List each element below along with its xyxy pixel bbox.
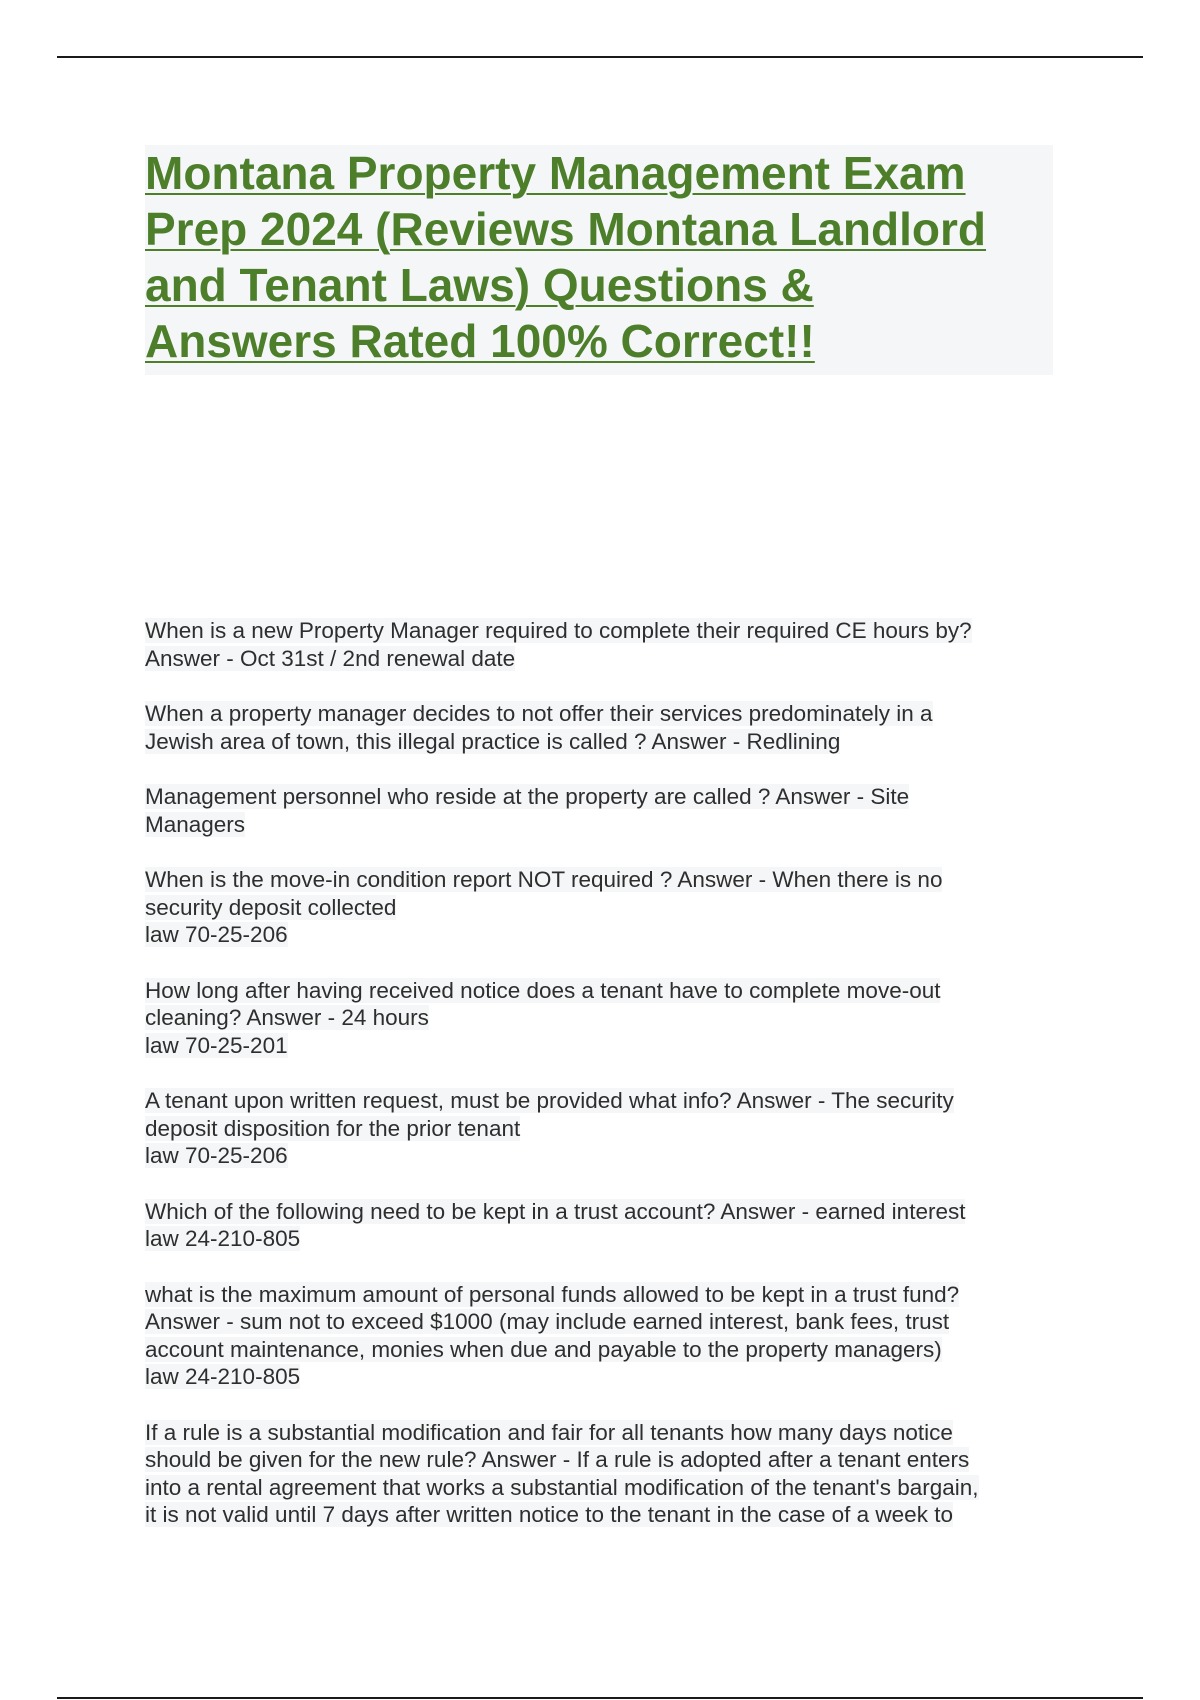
qa-line-text: If a rule is a substantial modification and fair for all tenants how many days notice [145, 1419, 953, 1445]
title-line: and Tenant Laws) Questions & [145, 259, 814, 311]
qa-line [145, 977, 1065, 1005]
qa-line [145, 1032, 1065, 1060]
qa-line-text: cleaning? Answer - 24 hours [145, 1005, 429, 1030]
qa-line [145, 1142, 1065, 1170]
qa-line-text: Jewish area of town, this illegal practice is called ? Answer - Redlining [145, 728, 841, 754]
qa-line-text: it is not valid until 7 days after written notice to the tenant in the case of a week to [145, 1502, 953, 1527]
qa-line-text: When is a new Property Manager required to complete their required CE hours by? [145, 618, 972, 643]
qa-line-text: into a rental agreement that works a substantial modification of the tenant's bargain, [145, 1474, 979, 1500]
qa-item [145, 617, 1065, 672]
qa-line [145, 700, 1065, 728]
qa-line [145, 1225, 1065, 1253]
qa-line-text: Management personnel who reside at the property are called ? Answer - Site [145, 784, 910, 809]
qa-line-text: law 70-25-206 [145, 922, 288, 947]
qa-item [145, 783, 1065, 838]
qa-line [145, 1363, 1065, 1391]
qa-item [145, 700, 1065, 755]
qa-line [145, 921, 1065, 949]
qa-line-text: law 70-25-206 [145, 1143, 288, 1168]
bottom-rule [57, 1697, 1143, 1699]
qa-line-text: Which of the following need to be kept in a trust account? Answer - earned interest [145, 1198, 966, 1224]
qa-line [145, 645, 1065, 673]
qa-line-text: deposit disposition for the prior tenant [145, 1115, 521, 1141]
qa-item [145, 977, 1065, 1060]
qa-item [145, 1087, 1065, 1170]
qa-line [145, 894, 1065, 922]
qa-line-text: law 70-25-201 [145, 1032, 288, 1058]
title-line: Answers Rated 100% Correct!! [145, 315, 815, 367]
qa-line-text: When a property manager decides to not offer their services predominately in a [145, 701, 933, 726]
qa-line [145, 1087, 1065, 1115]
qa-item [145, 1281, 1065, 1391]
qa-line-text: Answer - sum not to exceed $1000 (may include earned interest, bank fees, trust [145, 1309, 950, 1334]
qa-line [145, 1501, 1065, 1529]
qa-line-text: should be given for the new rule? Answer - If a rule is adopted after a tenant enters [145, 1447, 970, 1472]
qa-line [145, 866, 1065, 894]
document-title-block [145, 145, 1053, 375]
qa-line [145, 783, 1065, 811]
qa-line-text: account maintenance, monies when due and payable to the property managers) [145, 1336, 942, 1362]
qa-line [145, 1115, 1065, 1143]
qa-item [145, 1419, 1065, 1529]
qa-line [145, 1446, 1065, 1474]
qa-line-text: what is the maximum amount of personal funds allowed to be kept in a trust fund? [145, 1281, 960, 1307]
qa-line-text: When is the move-in condition report NOT required ? Answer - When there is no [145, 867, 943, 892]
qa-line-text: law 24-210-805 [145, 1364, 301, 1389]
top-rule [57, 56, 1143, 58]
qa-line-text: A tenant upon written request, must be provided what info? Answer - The security [145, 1088, 954, 1113]
qa-line-text: law 24-210-805 [145, 1226, 301, 1251]
qa-line [145, 617, 1065, 645]
qa-line-text: How long after having received notice does a tenant have to complete move-out [145, 977, 941, 1003]
qa-line-text: Answer - Oct 31st / 2nd renewal date [145, 645, 516, 671]
qa-item [145, 1198, 1065, 1253]
document-title [145, 145, 1053, 369]
qa-item [145, 866, 1065, 949]
qa-line-text: security deposit collected [145, 894, 397, 920]
qa-line [145, 1308, 1065, 1336]
qa-line [145, 728, 1065, 756]
title-line: Montana Property Management Exam [145, 147, 966, 199]
qa-line [145, 811, 1065, 839]
qa-line [145, 1198, 1065, 1226]
qa-line [145, 1419, 1065, 1447]
qa-line-text: Managers [145, 811, 246, 837]
qa-list [145, 617, 1065, 1557]
qa-line [145, 1474, 1065, 1502]
title-line: Prep 2024 (Reviews Montana Landlord [145, 203, 987, 255]
qa-line [145, 1336, 1065, 1364]
qa-line [145, 1004, 1065, 1032]
qa-line [145, 1281, 1065, 1309]
